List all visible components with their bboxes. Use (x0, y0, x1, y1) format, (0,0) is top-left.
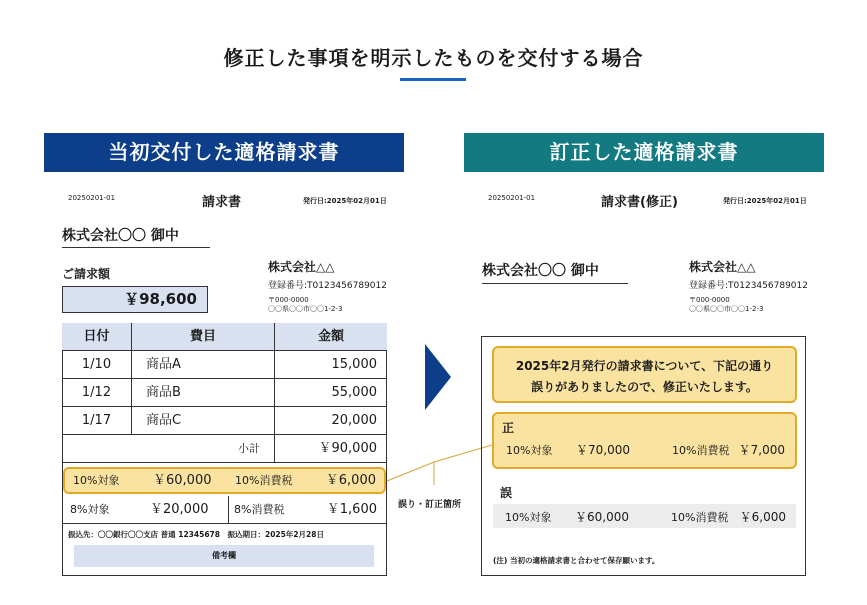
retention-note: (注) 当初の適格請求書と合わせて保存願います。 (493, 556, 660, 565)
row-amount: 15,000 (331, 357, 377, 372)
row-amount: 55,000 (331, 385, 377, 400)
header-amount: 金額 (317, 329, 344, 344)
tax10-label: 10%消費税 (235, 474, 293, 487)
corrected-address: 〇〇県〇〇市〇〇1-2-3 (689, 305, 764, 313)
corrected-registration: 登録番号:T0123456789012 (689, 281, 808, 291)
notice-message-box (492, 346, 797, 403)
subtotal-amount: ￥90,000 (318, 441, 377, 456)
notice-line1: 2025年2月発行の請求書について、下記の通り (515, 359, 774, 373)
original-doc-number: 20250201-01 (68, 194, 116, 202)
correct-tax-label: 10%消費税 (672, 444, 730, 457)
row-date: 1/12 (81, 385, 112, 400)
rate10-amount: ￥60,000 (153, 473, 212, 488)
remarks-field: 備考欄 (74, 545, 374, 567)
corrected-doc-title: 請求書(修正) (601, 195, 678, 210)
header-date: 日付 (83, 329, 110, 344)
amount-label: ご請求額 (62, 267, 111, 281)
original-issuer-name: 株式会社△△ (268, 260, 335, 274)
original-issue-date: 発行日:2025年02月01日 (303, 197, 387, 205)
page-title: 修正した事項を明示したものを交付する場合 (223, 46, 644, 70)
row-item: 商品B (146, 385, 181, 400)
tax8-label: 8%消費税 (234, 503, 285, 516)
table-row (62, 379, 387, 407)
table-header-row (62, 323, 387, 351)
original-addressee-underline (62, 247, 210, 248)
original-postal: 〒000-0000 (268, 296, 309, 304)
amount-box: ￥98,600 (62, 286, 208, 313)
table-row (62, 351, 387, 379)
original-registration: 登録番号:T0123456789012 (268, 281, 387, 291)
correct-rate-amount: ￥70,000 (576, 443, 630, 457)
original-doc-title: 請求書 (202, 195, 242, 210)
corrected-postal: 〒000-0000 (689, 296, 730, 304)
original-address: 〇〇県〇〇市〇〇1-2-3 (268, 305, 343, 313)
row-item: 商品C (146, 413, 182, 428)
arrow-right-icon (425, 344, 451, 410)
corrected-addressee: 株式会社〇〇 御中 (482, 263, 599, 279)
corrected-issuer-name: 株式会社△△ (689, 260, 756, 274)
header-item: 費目 (189, 329, 216, 344)
table-row (62, 407, 387, 435)
error-callout-label: 誤り・訂正箇所 (398, 500, 462, 510)
wrong-values-row (493, 504, 796, 528)
subtotal-label: 小計 (238, 442, 260, 455)
correct-label: 正 (502, 421, 515, 435)
correct-tax-amount: ￥7,000 (738, 443, 785, 457)
wrong-rate-amount: ￥60,000 (575, 510, 629, 524)
wrong-tax-label: 10%消費税 (671, 511, 729, 524)
subtotal-row (62, 435, 387, 463)
error-highlight (63, 467, 386, 494)
rate10-label: 10%対象 (73, 474, 120, 487)
corrected-invoice-banner: 訂正した適格請求書 (464, 133, 824, 172)
tax8-amount: ￥1,600 (326, 502, 377, 517)
row-date: 1/10 (81, 357, 112, 372)
correct-rate-label: 10%対象 (506, 444, 553, 457)
bank-info: 振込先：〇〇銀行〇〇支店 普通 12345678 振込期日：2025年2月28日 (68, 530, 324, 539)
wrong-rate-label: 10%対象 (505, 511, 552, 524)
original-invoice-banner: 当初交付した適格請求書 (44, 133, 404, 172)
row-date: 1/17 (81, 413, 112, 428)
corrected-doc-number: 20250201-01 (488, 194, 536, 202)
rate8-row (62, 496, 387, 524)
tax10-amount: ￥6,000 (325, 473, 376, 488)
correct-values-box (492, 412, 797, 469)
original-addressee: 株式会社〇〇 御中 (62, 228, 179, 244)
corrected-addressee-underline (482, 283, 628, 284)
row-item: 商品A (146, 357, 181, 372)
corrected-issue-date: 発行日:2025年02月01日 (723, 197, 807, 205)
rate8-amount: ￥20,000 (150, 502, 209, 517)
wrong-label: 誤 (500, 486, 513, 500)
row-amount: 20,000 (331, 413, 377, 428)
title-underline (400, 78, 466, 81)
wrong-tax-amount: ￥6,000 (739, 510, 786, 524)
notice-line2: 誤りがありましたので、修正いたします。 (531, 380, 758, 394)
callout-connector (386, 440, 496, 490)
rate8-label: 8%対象 (70, 503, 110, 516)
